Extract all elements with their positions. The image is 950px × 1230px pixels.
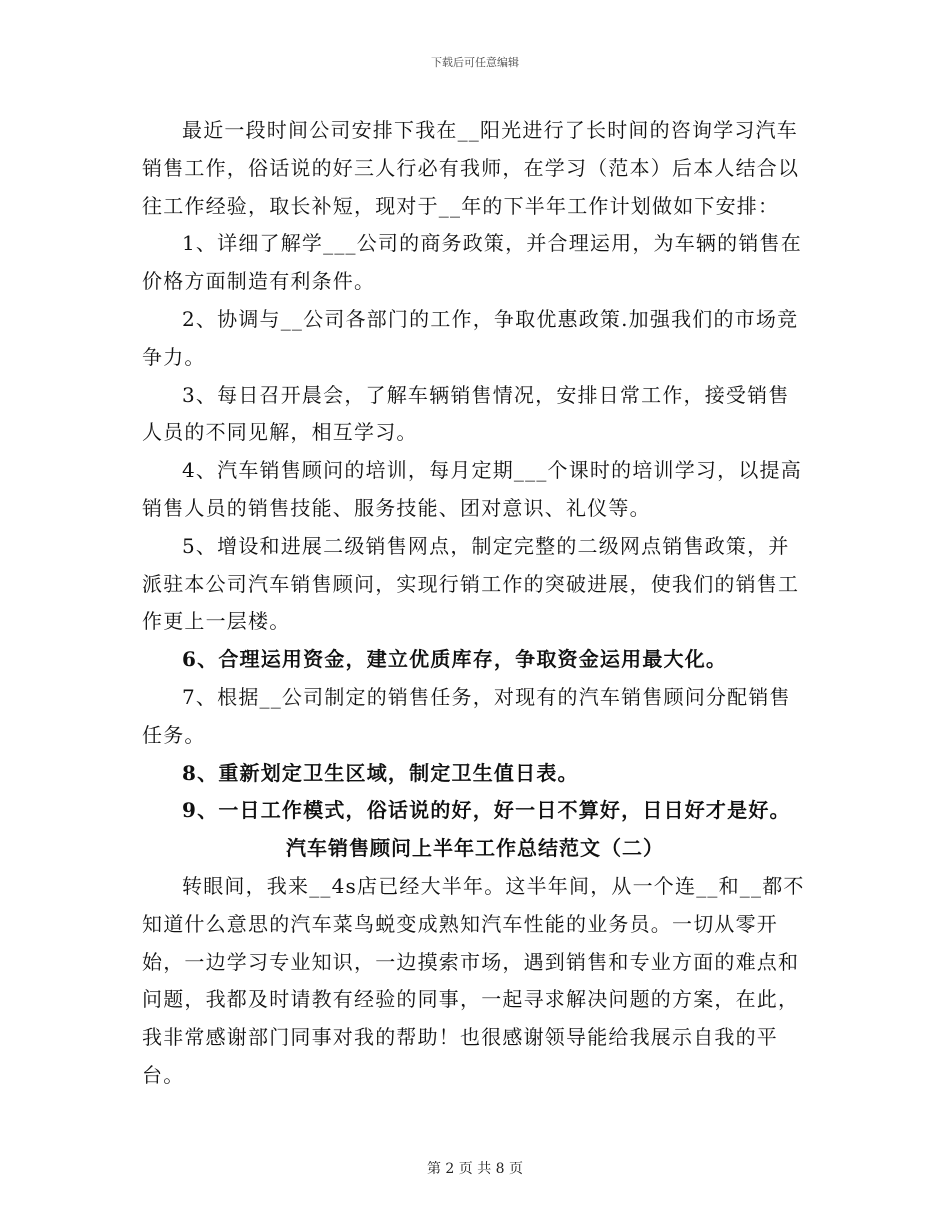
plan-item-2: 2、协调与__公司各部门的工作，争取优惠政策.加强我们的市场竞争力。 xyxy=(142,306,799,369)
plan-item-1: 1、详细了解学___公司的商务政策，并合理运用，为车辆的销售在价格方面制造有利条件。 xyxy=(142,231,802,294)
plan-item-8: 8、重新划定卫生区域，制定卫生值日表。 xyxy=(182,760,579,785)
section-paragraph: 转眼间，我来__4s店已经大半年。这半年间，从一个连__和__都不知道什么意思的汽车菜鸟蜕变成熟知汽车性能的业务员。一切从零开始，一边学习专业知识，一边摸索市场，遇到销售和专业方面的难点和问题，我都及时请教有经验的同事，一起寻求解决问题的方案，在此，我非常感谢部门同事对我的帮助！也很感谢领导能给我展示自我的平台。 xyxy=(142,873,805,1087)
plan-item-9: 9、一日工作模式，俗话说的好，好一日不算好，日日好才是好。 xyxy=(182,798,791,823)
plan-item-5: 5、增设和进展二级销售网点，制定完整的二级网点销售政策，并派驻本公司汽车销售顾问，实现行销工作的突破进展，使我们的销售工作更上一层楼。 xyxy=(142,533,800,634)
plan-item-3: 3、每日召开晨会，了解车辆销售情况，安排日常工作，接受销售人员的不同见解，相互学习。 xyxy=(142,382,790,445)
intro-paragraph: 最近一段时间公司安排下我在__阳光进行了长时间的咨询学习汽车销售工作，俗话说的好三人行必有我师，在学习（范本）后本人结合以往工作经验，取长补短，现对于__年的下半年工作计划做如下安排： xyxy=(142,118,800,218)
plan-item-6: 6、合理运用资金，建立优质库存，争取资金运用最大化。 xyxy=(182,647,728,672)
plan-item-7: 7、根据__公司制定的销售任务，对现有的汽车销售顾问分配销售任务。 xyxy=(142,684,791,747)
page-footer: 第 2 页 共 8 页 xyxy=(426,1161,524,1177)
document-body xyxy=(142,112,808,1095)
section-title: 汽车销售顾问上半年工作总结范文（二） xyxy=(286,836,664,861)
page-header: 下载后可任意编辑 xyxy=(431,56,519,69)
plan-item-4: 4、汽车销售顾问的培训，每月定期___个课时的培训学习，以提高销售人员的销售技能、服务技能、团对意识、礼仪等。 xyxy=(142,458,802,520)
